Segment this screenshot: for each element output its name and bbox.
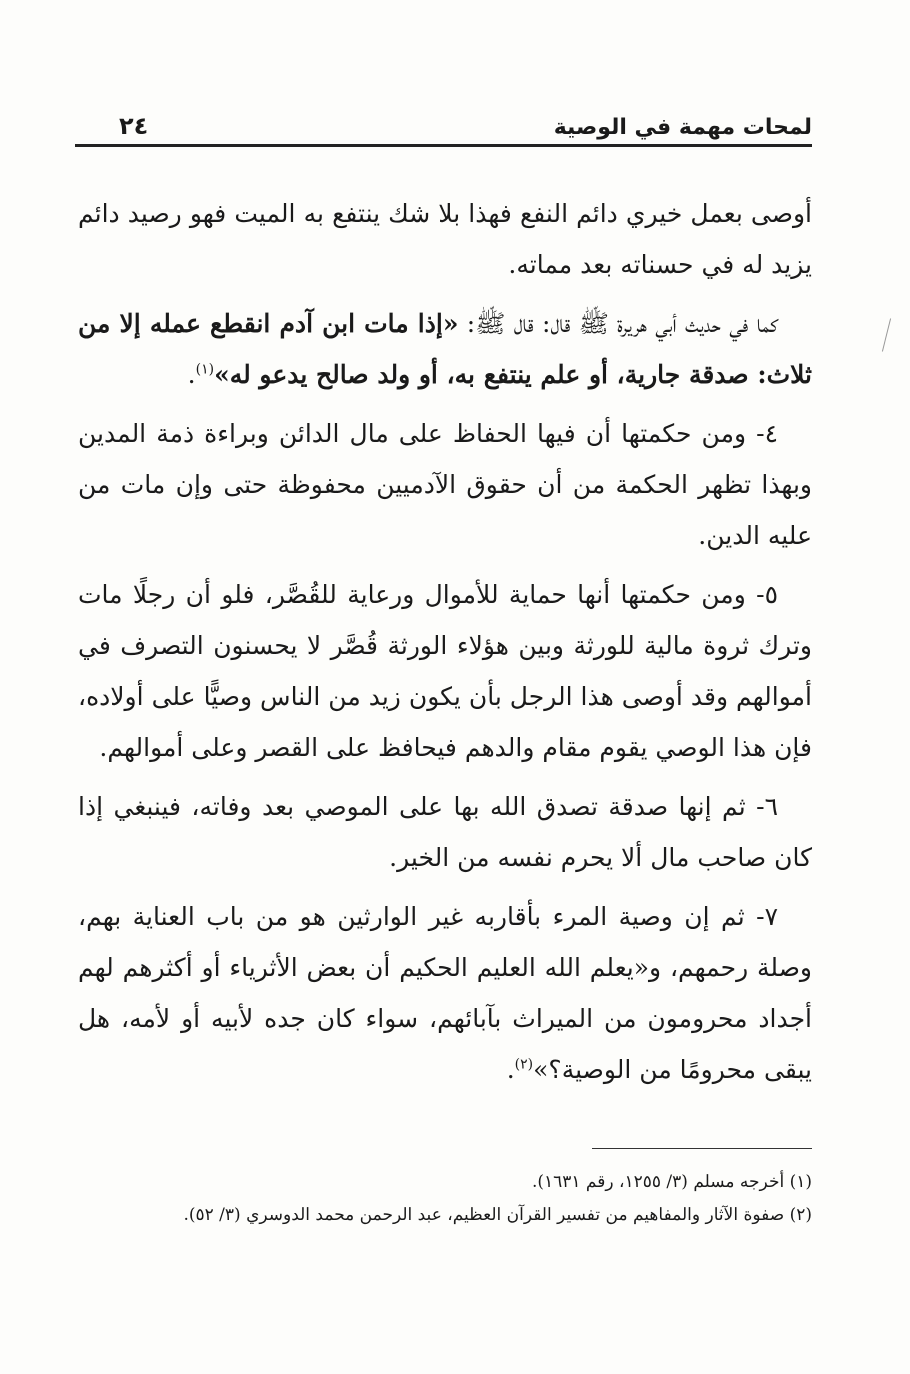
footnote-1: (١) أخرجه مسلم (٣/ ١٢٥٥، رقم ١٦٣١). — [531, 1172, 812, 1192]
paragraph-point-5: ٥- ومن حكمتها أنها حماية للأموال ورعاية للقُصَّر، فلو أن رجلًا مات وترك ثروة مالية للورثة وبين هؤلاء الورثة قُصَّر لا يحسنون التصرف في أموالهم وقد أوصى هذا الرجل بأن يكون زيد من الناس وصيًّا على أولاده، فإن هذا الوصي يقوم مقام والدهم فيحافظ على القصر وعلى أموالهم. — [78, 580, 812, 762]
paragraph-point-7 — [78, 891, 812, 1095]
footnote-ref-2[interactable]: (٢) — [514, 1056, 534, 1073]
running-header — [75, 100, 812, 147]
paragraph-1: أوصى بعمل خيري دائم النفع فهذا بلا شك ينتفع به الميت فهو رصيد دائم يزيد له في حسناته بعد مماته. — [78, 199, 812, 279]
page-number: ٢٤ — [119, 112, 149, 140]
footnote-ref-1[interactable]: (١) — [195, 361, 215, 378]
paragraph-point-6: ٦- ثم إنها صدقة تصدق الله بها على الموصي بعد وفاته، فينبغي إذا كان صاحب مال ألا يحرم نفسه من الخير. — [78, 792, 812, 872]
header-title: لمحات مهمة في الوصية — [553, 115, 812, 140]
hadith-end: . — [187, 360, 196, 389]
paragraph-point-4: ٤- ومن حكمتها أن فيها الحفاظ على مال الدائن وبراءة ذمة المدين وبهذا تظهر الحكمة من أن حقوق الآدميين محفوظة حتى وإن مات من عليه الدين. — [78, 419, 812, 550]
footnote-divider — [592, 1148, 812, 1149]
paragraph-hadith — [78, 298, 812, 400]
point-7-text: ٧- ثم إن وصية المرء بأقاربه غير الوارثين هو من باب العناية بهم، وصلة رحمهم، و«يعلم الله العليم الحكيم أن بعض الأثرياء أو أكثرهم لهم أجداد محرومون من الميراث بآبائهم، سواء كان جده لأبيه أو لأمه، هل يبقى محرومًا من الوصية؟» — [78, 902, 812, 1084]
margin-pencil-mark — [882, 318, 891, 351]
hadith-intro: كما في حديث أبي هريرة ﷺ قال: قال ﷺ: — [458, 309, 778, 338]
point-7-end: . — [506, 1055, 515, 1084]
main-text — [78, 188, 812, 1103]
footnote-2: (٢) صفوة الآثار والمفاهيم من تفسير القرآن العظيم، عبد الرحمن محمد الدوسري (٣/ ٥٢). — [183, 1205, 812, 1225]
hadith-text: «إذا مات ابن آدم انقطع عمله إلا من ثلاث: صدقة جارية، أو علم ينتفع به، أو ولد صالح يدعو له» — [78, 309, 812, 389]
footnotes — [78, 1166, 812, 1232]
